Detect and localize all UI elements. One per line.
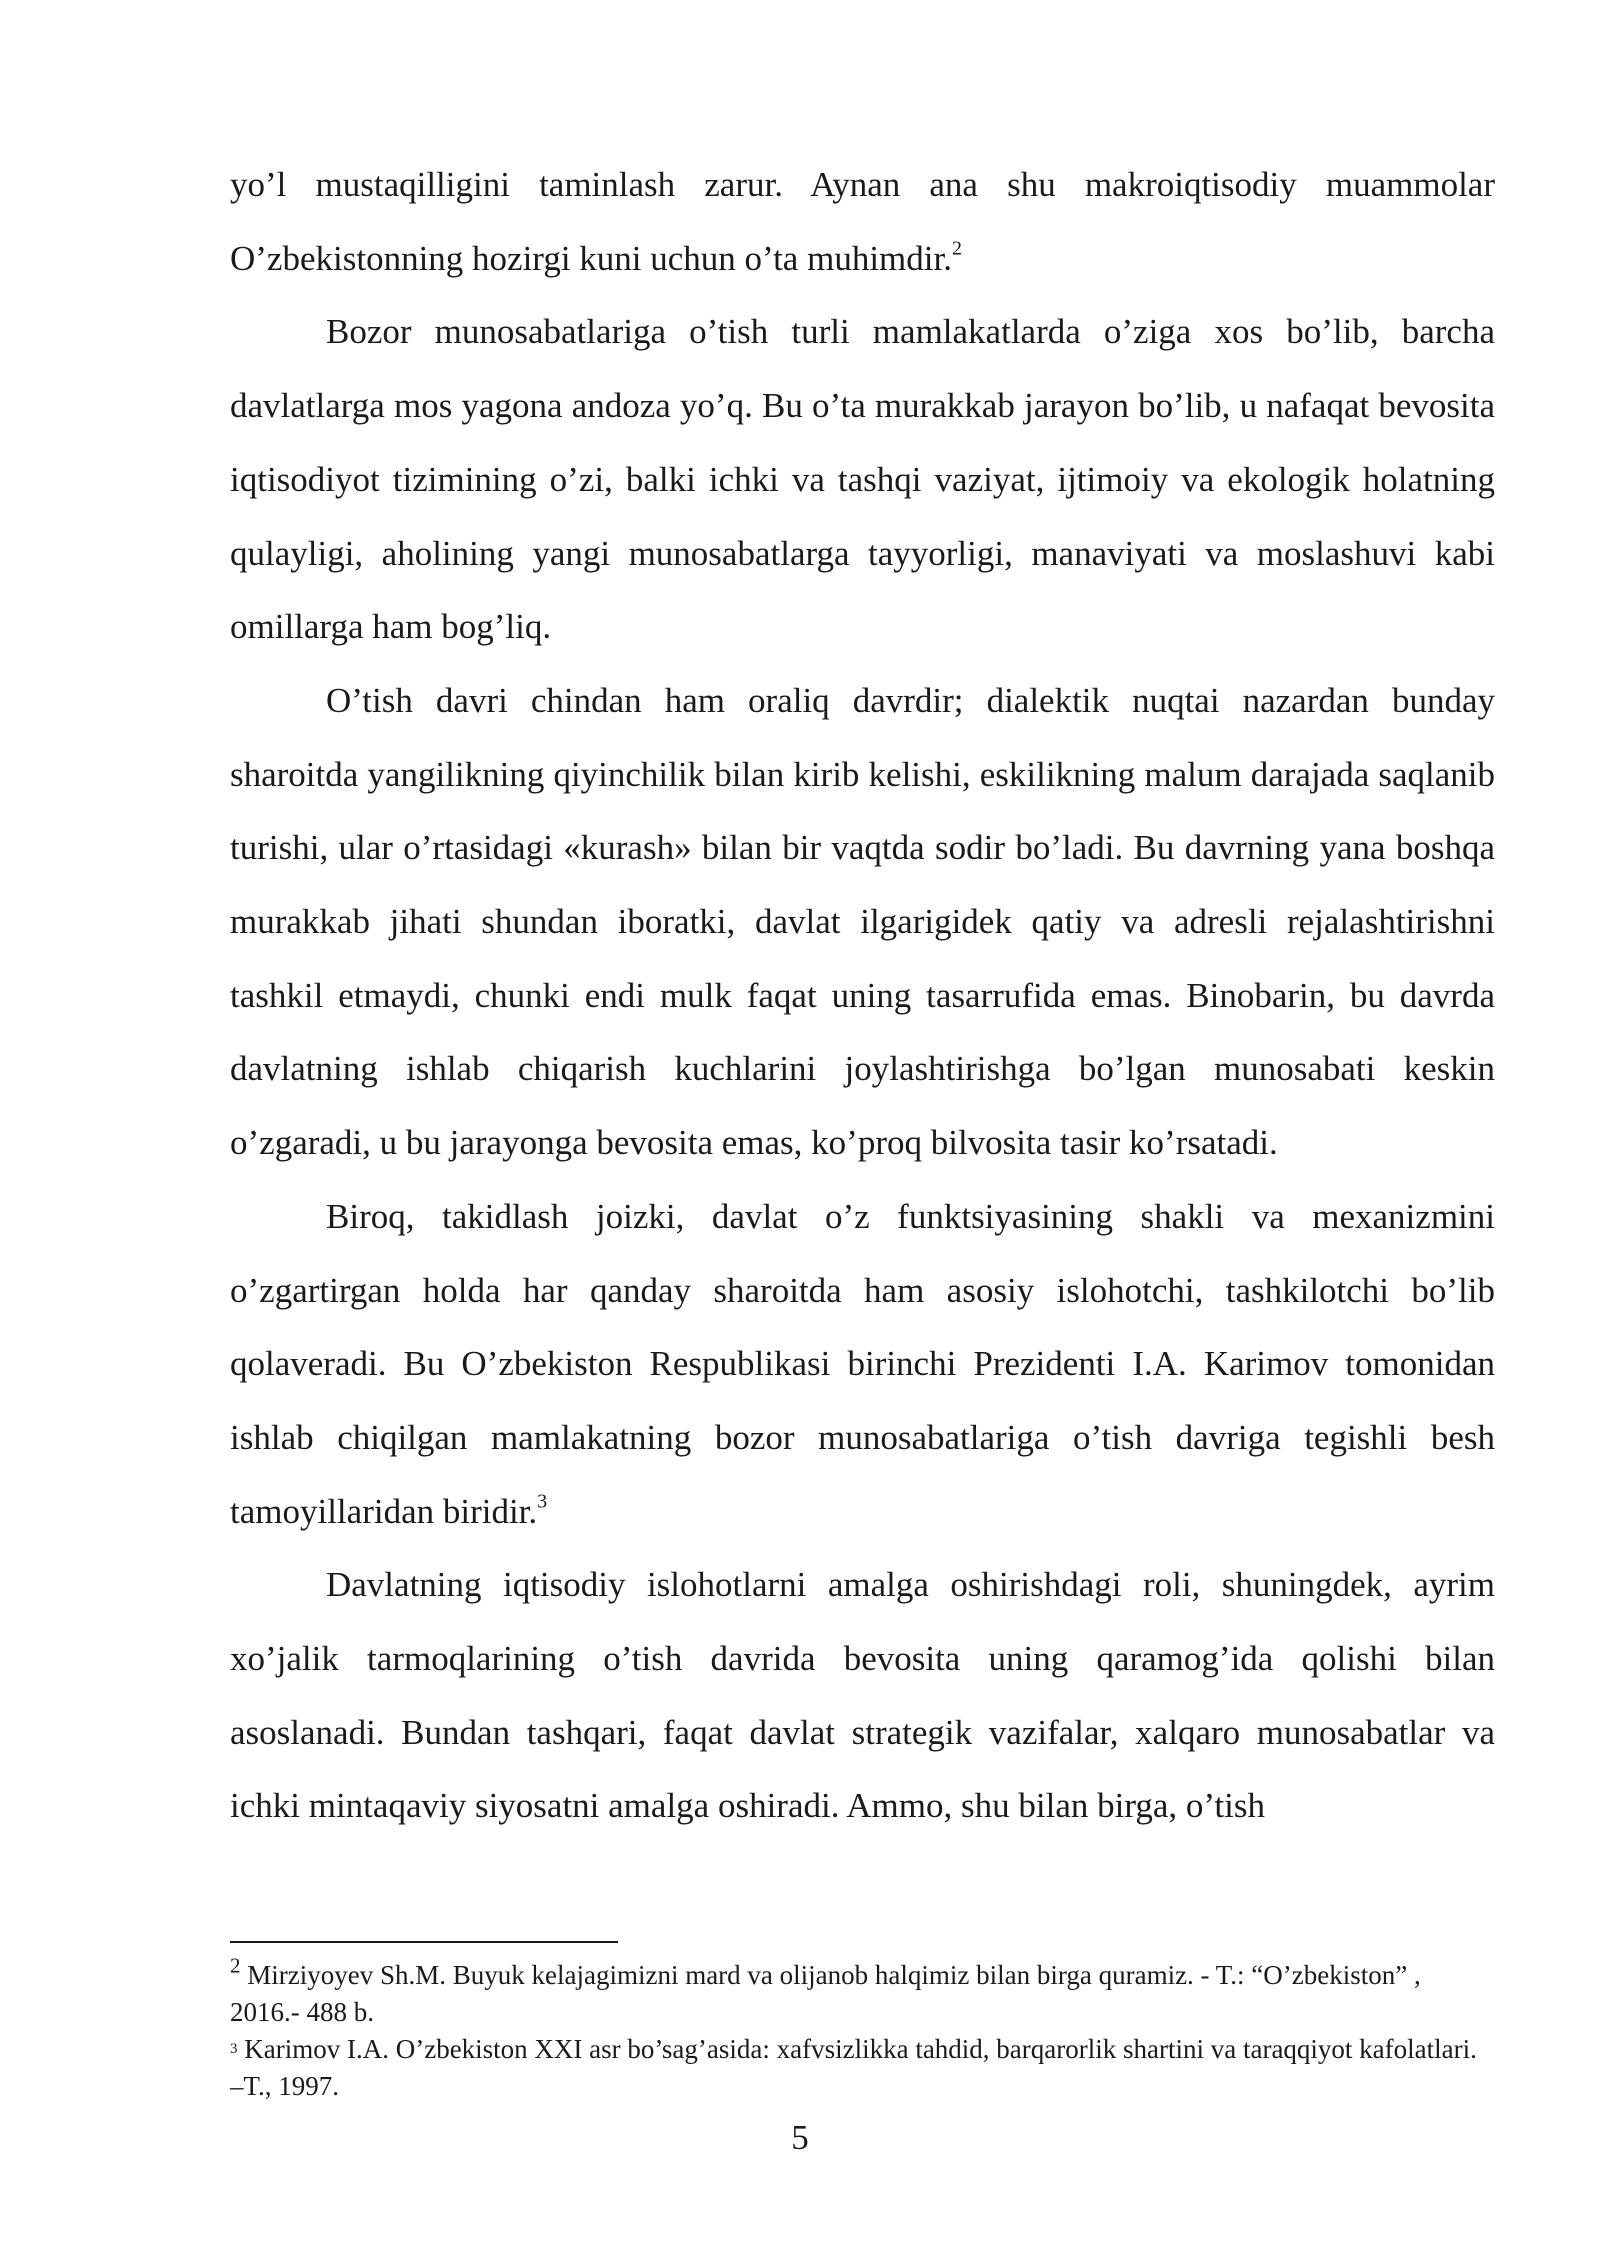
- body-text: [230, 148, 1495, 1843]
- paragraph-continuation: [230, 148, 1495, 295]
- footnote-text: Mirziyoyev Sh.M. Buyuk kelajagimizni mard va olijanob halqimiz bilan birga quramiz. - T.: “O’zbekiston” , 2016.- 488 b.: [230, 1960, 1421, 2027]
- paragraph-text: O’tish davri chindan ham oraliq davrdir; dialektik nuqtai nazardan bunday sharoitda yangilikning qiyinchilik bilan kirib kelishi, eskilikning malum darajada saqlanib turishi, ular o’rtasidagi «kurash» bilan bir vaqtda sodir bo’ladi. Bu davrning yana boshqa murakkab jihati shundan iboratki, davlat ilgarigidek qatiy va adresli rejalashtirishni tashkil etmaydi, chunki endi mulk faqat uning tasarrufida emas. Binobarin, bu davrda davlatning ishlab chiqarish kuchlarini joylashtirishga bo’lgan munosabati keskin o’zgaradi, u bu jarayonga bevosita emas, ko’proq bilvosita tasir ko’rsatadi.: [230, 680, 1495, 1163]
- paragraph: [230, 295, 1495, 664]
- paragraph-text: Bozor munosabatlariga o’tish turli mamlakatlarda o’ziga xos bo’lib, barcha davlatlarga mos yagona andoza yo’q. Bu o’ta murakkab jarayon bo’lib, u nafaqat bevosita iqtisodiyot tizimining o’zi, balki ichki va tashqi vaziyat, ijtimoiy va ekologik holatning qulayligi, aholining yangi munosabatlarga tayyorligi, manaviyati va moslashuvi kabi omillarga ham bog’liq.: [230, 312, 1495, 647]
- footnotes: [230, 1953, 1495, 2105]
- paragraph-text: yo’l mustaqilligini taminlash zarur. Aynan ana shu makroiqtisodiy muammolar O’zbekistonning hozirgi kuni uchun o’ta muhimdir.: [230, 165, 1495, 278]
- footnote-reference[interactable]: 2: [951, 237, 962, 260]
- footnote: [230, 2031, 1495, 2105]
- paragraph-text: Davlatning iqtisodiy islohotlarni amalga oshirishdagi roli, shuningdek, ayrim xo’jalik tarmoqlarining o’tish davrida bevosita uning qaramog’ida qolishi bilan asoslanadi. Bundan tashqari, faqat davlat strategik vazifalar, xalqaro munosabatlar va ichki mintaqaviy siyosatni amalga oshiradi. Ammo, shu bilan birga, o’tish: [230, 1565, 1495, 1826]
- footnote-separator: [230, 1941, 618, 1943]
- footnote: [230, 1953, 1495, 2031]
- footnote-text: Karimov I.A. O’zbekiston XXI asr bo’sag’asida: xafvsizlikka tahdid, barqarorlik shartini va taraqqiyot kafolatlari. –T., 1997.: [230, 2034, 1477, 2101]
- footnote-mark: 3: [230, 2040, 238, 2057]
- footnote-mark: 2: [230, 1953, 241, 1978]
- paragraph: [230, 664, 1495, 1180]
- paragraph-text: Biroq, takidlash joizki, davlat o’z funktsiyasining shakli va mexanizmini o’zgartirgan holda har qanday sharoitda ham asosiy islohotchi, tashkilotchi bo’lib qolaveradi. Bu O’zbekiston Respublikasi birinchi Prezidenti I.A. Karimov tomonidan ishlab chiqilgan mamlakatning bozor munosabatlariga o’tish davriga tegishli besh tamoyillaridan biridir.: [230, 1196, 1495, 1531]
- paragraph: [230, 1180, 1495, 1549]
- page-number: 5: [791, 2118, 809, 2157]
- footnote-reference[interactable]: 3: [537, 1490, 548, 1513]
- paragraph: [230, 1548, 1495, 1843]
